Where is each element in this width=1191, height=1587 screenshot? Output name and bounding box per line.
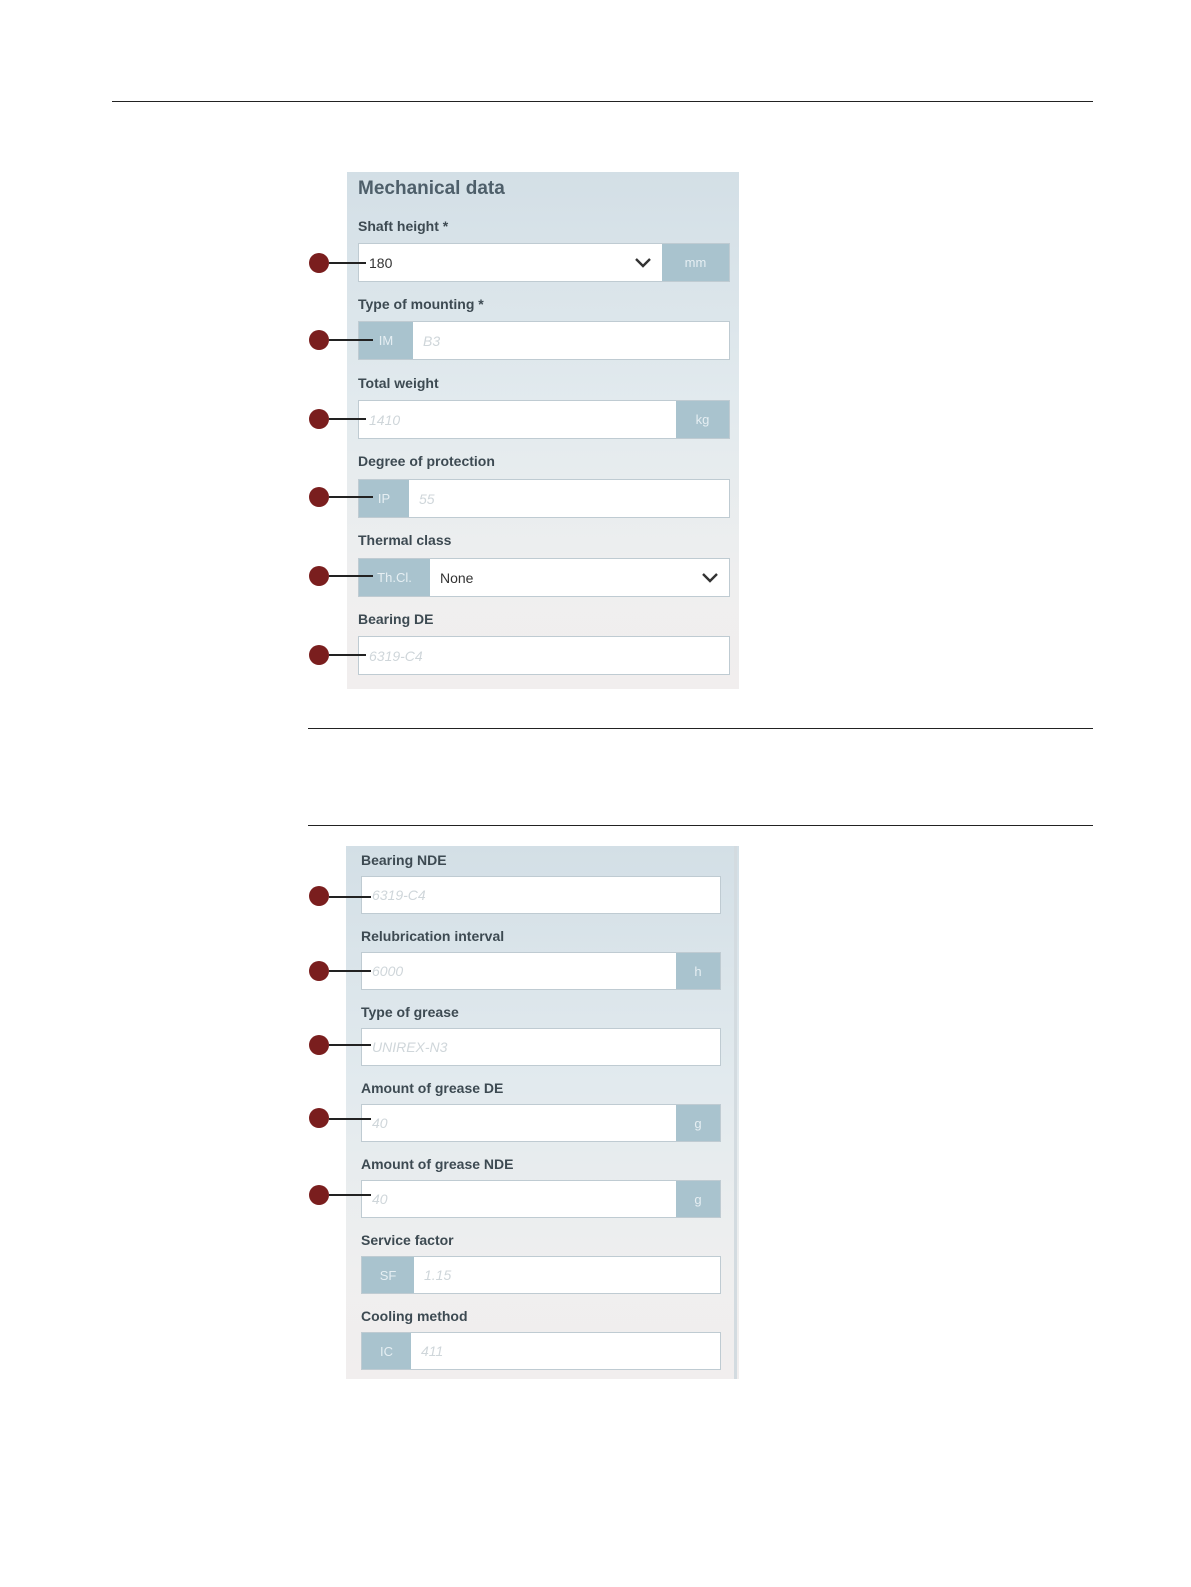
thermal-class-value: None: [440, 569, 474, 586]
degree-of-protection-input[interactable]: [358, 479, 730, 518]
total-weight-unit: kg: [676, 401, 729, 438]
thermal-class-select[interactable]: [358, 558, 730, 597]
shaft-height-select[interactable]: [358, 243, 730, 282]
thermal-class-label: Thermal class: [358, 532, 452, 548]
grease-de-unit: g: [676, 1105, 720, 1141]
chevron-down-icon[interactable]: [624, 244, 662, 281]
panel-title: Mechanical data: [358, 178, 505, 199]
degree-of-protection-prefix: IP: [359, 480, 409, 517]
bearing-de-input[interactable]: [358, 636, 730, 675]
grease-nde-unit: g: [676, 1181, 720, 1217]
type-of-grease-label: Type of grease: [361, 1004, 459, 1020]
callout-leader: [329, 339, 373, 341]
type-of-grease-placeholder: UNIREX-N3: [372, 1039, 448, 1055]
service-factor-label: Service factor: [361, 1232, 454, 1248]
shaft-height-label: Shaft height *: [358, 218, 449, 234]
cooling-method-placeholder: 411: [421, 1343, 444, 1359]
grease-de-input[interactable]: [361, 1104, 721, 1142]
callout-leader: [329, 1118, 371, 1120]
type-of-mounting-input[interactable]: [358, 321, 730, 360]
bearing-nde-label: Bearing NDE: [361, 852, 447, 868]
callout-leader: [329, 262, 366, 264]
type-of-mounting-placeholder: B3: [423, 332, 441, 349]
callout-marker: [309, 1108, 329, 1128]
bearing-de-placeholder: 6319-C4: [369, 647, 423, 664]
bearing-nde-placeholder: 6319-C4: [372, 887, 426, 903]
callout-marker: [309, 330, 329, 350]
callout-marker: [309, 409, 329, 429]
total-weight-input[interactable]: [358, 400, 730, 439]
grease-nde-label: Amount of grease NDE: [361, 1156, 514, 1172]
grease-nde-input[interactable]: [361, 1180, 721, 1218]
chevron-down-icon[interactable]: [691, 559, 729, 596]
panel-right-edge: [734, 846, 737, 1379]
shaft-height-value: 180: [369, 254, 393, 271]
middle-rule-upper: [308, 728, 1093, 729]
type-of-mounting-label: Type of mounting *: [358, 296, 484, 312]
cooling-method-input[interactable]: [361, 1332, 721, 1370]
callout-marker: [309, 961, 329, 981]
callout-leader: [329, 1044, 371, 1046]
degree-of-protection-label: Degree of protection: [358, 453, 495, 469]
grease-nde-placeholder: 40: [372, 1191, 388, 1207]
relubrication-interval-placeholder: 6000: [372, 963, 404, 979]
callout-marker: [309, 566, 329, 586]
grease-de-placeholder: 40: [372, 1115, 388, 1131]
callout-leader: [329, 1194, 371, 1196]
callout-leader: [329, 970, 371, 972]
callout-marker: [309, 1185, 329, 1205]
service-factor-input[interactable]: [361, 1256, 721, 1294]
middle-rule-lower: [308, 825, 1093, 826]
relubrication-interval-unit: h: [676, 953, 720, 989]
callout-marker: [309, 886, 329, 906]
callout-leader: [329, 896, 371, 898]
type-of-mounting-prefix: IM: [359, 322, 413, 359]
total-weight-label: Total weight: [358, 375, 439, 391]
total-weight-placeholder: 1410: [369, 411, 401, 428]
service-factor-prefix: SF: [362, 1257, 414, 1293]
callout-marker: [309, 645, 329, 665]
bearing-nde-input[interactable]: [361, 876, 721, 914]
callout-marker: [309, 1035, 329, 1055]
cooling-method-prefix: IC: [362, 1333, 411, 1369]
relubrication-interval-label: Relubrication interval: [361, 928, 505, 944]
thermal-class-prefix: Th.Cl.: [359, 559, 430, 596]
callout-marker: [309, 253, 329, 273]
callout-leader: [329, 654, 366, 656]
cooling-method-label: Cooling method: [361, 1308, 468, 1324]
callout-marker: [309, 487, 329, 507]
lubrication-data-panel: [346, 846, 739, 1379]
type-of-grease-input[interactable]: [361, 1028, 721, 1066]
callout-leader: [329, 418, 366, 420]
mechanical-data-panel: [347, 172, 739, 689]
bearing-de-label: Bearing DE: [358, 611, 434, 627]
callout-leader: [329, 496, 373, 498]
relubrication-interval-input[interactable]: [361, 952, 721, 990]
grease-de-label: Amount of grease DE: [361, 1080, 504, 1096]
degree-of-protection-placeholder: 55: [419, 490, 435, 507]
top-rule: [112, 101, 1093, 102]
shaft-height-unit: mm: [662, 244, 729, 281]
service-factor-placeholder: 1.15: [424, 1267, 452, 1283]
callout-leader: [329, 575, 373, 577]
